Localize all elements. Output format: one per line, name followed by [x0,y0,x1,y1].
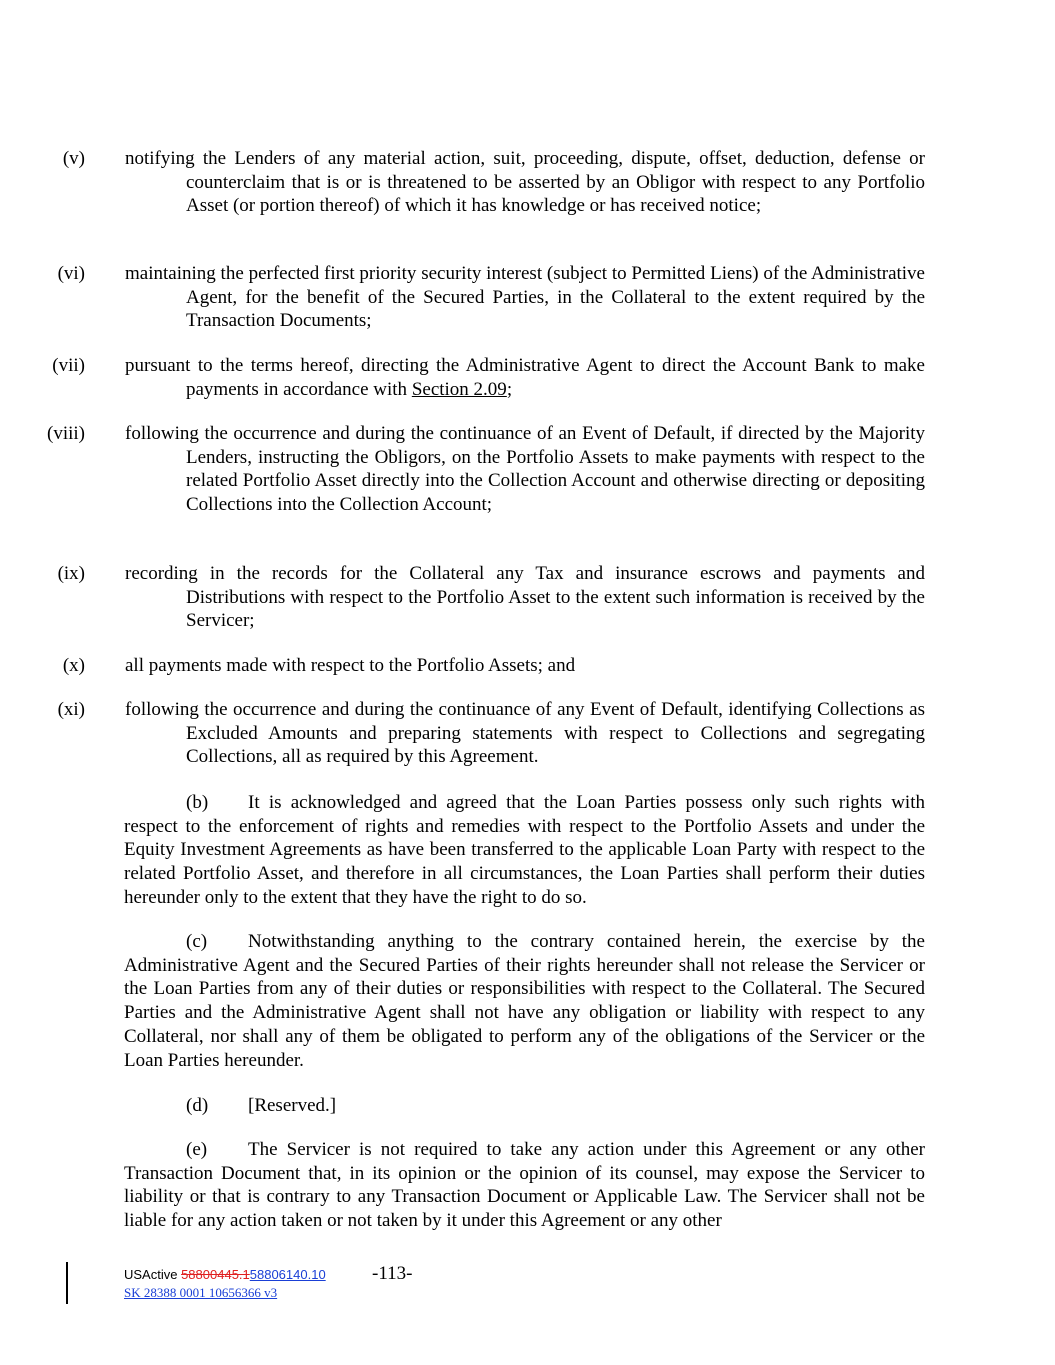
page-number: -113- [372,1263,413,1284]
clause-text: It is acknowledged and agreed that the Loan Parties possess only such rights with respect to the enforcement of rights and remedies with respect to the Portfolio Assets and under the Equity Investment Agreements as have been transferred to the applicable Loan Party with respect to the related Portfolio Asset, and therefore in all circumstances, the Loan Parties shall perform their duties hereunder only to the extent that they have the right to do so. [124,792,925,908]
clause-text: maintaining the perfected first priority security interest (subject to Permitted Liens) of the Administrative Agent, for the benefit of the Secured Parties, in the Collateral to the extent required by the Transaction Documents; [125,263,925,332]
clause-text: [Reserved.] [248,1095,337,1116]
footer-doc-id: SK 28388 0001 10656366 v3 [124,1285,278,1300]
clause-text: recording in the records for the Collateral any Tax and insurance escrows and payments and Distributions with respect to the Portfolio Asset to the extent such information is received by the Servicer; [125,563,925,632]
clause-text-end: ; [506,378,513,400]
clause-label: (c) [186,931,208,952]
clause-label: (e) [186,1139,208,1160]
clause-label: (b) [186,792,209,813]
footer-inserted-ref: 58806140.10 [249,1267,326,1282]
clause-number: (vii) [52,355,85,376]
clause-e [124,1138,925,1233]
clause-text: Notwithstanding anything to the contrary contained herein, the exercise by the Administrative Agent and the Secured Parties of their rights hereunder shall not release the Servicer or the Loan Parties from any of their duties or responsibilities with respect to the Collateral. The Secured Parties and the Administrative Agent shall not have any obligation or liability with respect to any Collateral, nor shall any of them be obligated to perform any of the obligations of the Servicer or the Loan Parties hereunder. [124,931,925,1071]
clause-x [62,654,925,678]
clause-text: following the occurrence and during the continuance of an Event of Default, if directed by the Majority Lenders, instructing the Obligors, on the Portfolio Assets to make payments with respect to the related Portfolio Asset directly into the Collection Account and otherwise directing or depositing Collections into the Collection Account; [125,423,925,516]
section-2-09-link[interactable]: Section 2.09 [411,378,507,400]
clause-number: (x) [62,655,85,676]
clause-text: pursuant to the terms hereof, directing the Administrative Agent to direct the Account Bank to make payments in accordance with [125,355,925,400]
change-bar [66,1262,68,1304]
clause-d [124,1094,925,1118]
clause-text: all payments made with respect to the Portfolio Assets; and [125,655,576,676]
clause-vi [57,262,925,333]
clause-text: The Servicer is not required to take any action under this Agreement or any other Transaction Document that, in its opinion or the opinion of its counsel, may expose the Servicer to liability or that is contrary to any Transaction Document or Applicable Law. The Servicer shall not be liable for any action taken or not taken by it under this Agreement or any other [124,1139,925,1232]
clause-number: (ix) [57,563,85,584]
clause-xi [57,698,925,769]
clause-text: following the occurrence and during the continuance of any Event of Default, identifying Collections as Excluded Amounts and preparing statements with respect to Collections and segregating Collections, all as required by this Agreement. [125,699,925,768]
clause-ix [57,562,925,633]
footer-doc-ref [124,1266,326,1284]
clause-number: (vi) [57,263,85,284]
clause-number: (v) [62,148,85,169]
footer-deleted-ref: 58800445.1 [181,1267,250,1282]
footer [124,1266,326,1302]
clause-vii [52,354,925,401]
clause-viii [47,422,925,517]
clause-v [62,147,925,218]
clause-number: (xi) [57,699,85,720]
clause-c [124,930,925,1072]
clause-b [124,791,925,910]
clause-label: (d) [186,1095,209,1116]
footer-prefix: USActive [124,1267,182,1282]
clause-text: notifying the Lenders of any material action, suit, proceeding, dispute, offset, deduction, defense or counterclaim that is or is threatened to be asserted by an Obligor with respect to any Portfolio Asset (or portion thereof) of which it has knowledge or has received notice; [125,148,925,217]
clause-number: (viii) [47,423,85,444]
